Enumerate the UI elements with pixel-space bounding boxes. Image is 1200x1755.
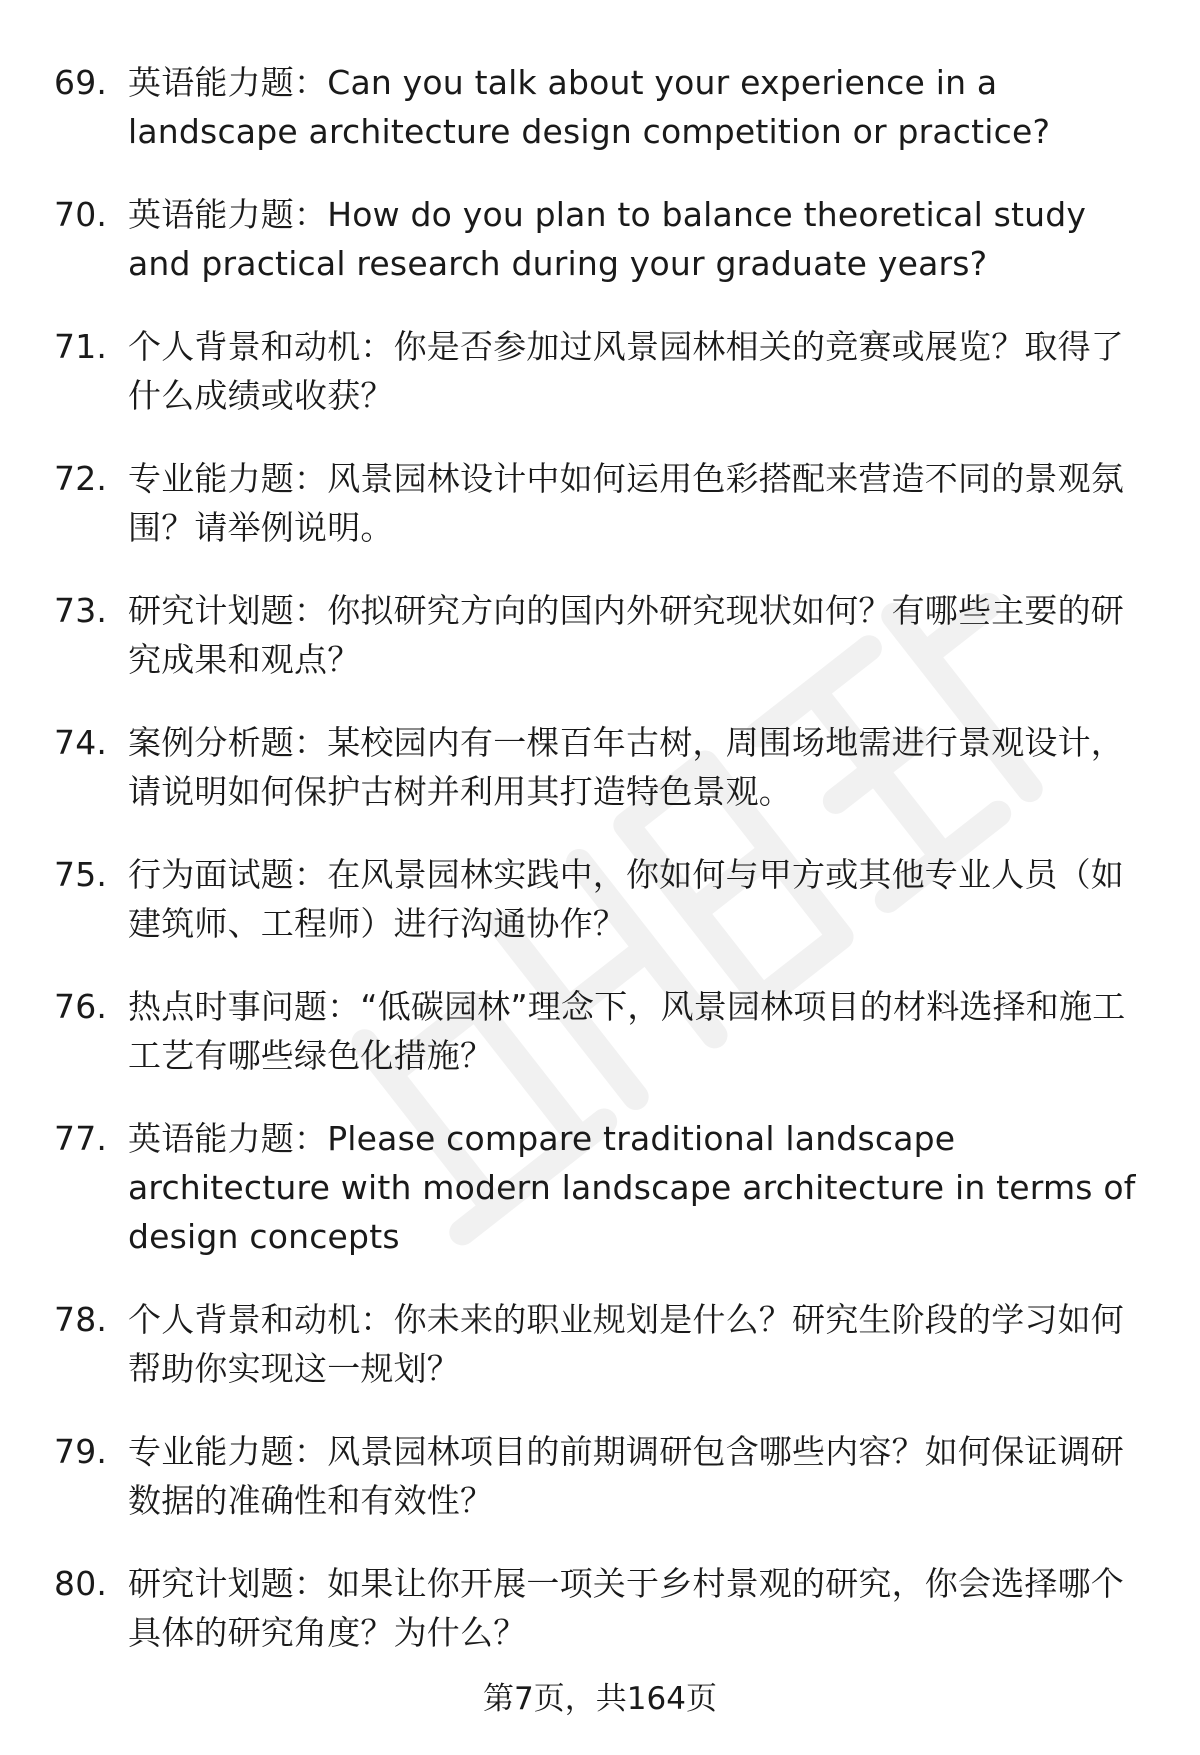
question-text: 专业能力题：风景园林项目的前期调研包含哪些内容？如何保证调研数据的准确性和有效性？: [128, 1432, 1124, 1520]
question-text: 个人背景和动机：你是否参加过风景园林相关的竞赛或展览？取得了什么成绩或收获？: [128, 327, 1124, 415]
question-number: 76.: [54, 987, 108, 1026]
question-text: 研究计划题：你拟研究方向的国内外研究现状如何？有哪些主要的研究成果和观点？: [128, 591, 1124, 679]
question-number: 78.: [54, 1300, 108, 1339]
question-text: 专业能力题：风景园林设计中如何运用色彩搭配来营造不同的景观氛围？请举例说明。: [128, 459, 1124, 547]
question-text: 英语能力题：Please compare traditional landscape architecture with modern landscape architecture in terms of design concepts: [128, 1119, 1136, 1256]
question-text: 行为面试题：在风景园林实践中，你如何与甲方或其他专业人员（如建筑师、工程师）进行沟通协作？: [128, 855, 1124, 943]
question-item: [0, 718, 1138, 816]
question-item: [0, 190, 1138, 288]
question-number: 70.: [54, 195, 108, 234]
question-number: 71.: [54, 327, 108, 366]
question-number: 74.: [54, 723, 108, 762]
question-list: [0, 58, 1200, 1657]
question-text: 案例分析题：某校园内有一棵百年古树，周围场地需进行景观设计，请说明如何保护古树并利用其打造特色景观。: [128, 723, 1124, 811]
question-item: [0, 1427, 1138, 1525]
question-item: [0, 322, 1138, 420]
question-item: [0, 1295, 1138, 1393]
question-item: [0, 58, 1138, 156]
question-item: [0, 586, 1138, 684]
question-number: 79.: [54, 1432, 108, 1471]
question-item: [0, 1114, 1138, 1261]
question-text: 研究计划题：如果让你开展一项关于乡村景观的研究，你会选择哪个具体的研究角度？为什么？: [128, 1564, 1124, 1652]
question-item: [0, 850, 1138, 948]
question-text: 英语能力题：How do you plan to balance theoretical study and practical research during your graduate years?: [128, 195, 1087, 283]
question-text: 英语能力题：Can you talk about your experience in a landscape architecture design competition or practice?: [128, 63, 1051, 151]
question-text: 个人背景和动机：你未来的职业规划是什么？研究生阶段的学习如何帮助你实现这一规划？: [128, 1300, 1124, 1388]
question-item: [0, 982, 1138, 1080]
page-footer: [0, 1677, 1200, 1721]
question-text: 热点时事问题：“低碳园林”理念下，风景园林项目的材料选择和施工工艺有哪些绿色化措施？: [128, 987, 1126, 1075]
page-number-label: 第7页，共164页: [483, 1681, 717, 1717]
question-item: [0, 454, 1138, 552]
question-number: 69.: [54, 63, 108, 102]
question-number: 77.: [54, 1119, 108, 1158]
question-number: 73.: [54, 591, 108, 630]
question-item: [0, 1559, 1138, 1657]
question-number: 80.: [54, 1564, 108, 1603]
question-number: 72.: [54, 459, 108, 498]
question-number: 75.: [54, 855, 108, 894]
